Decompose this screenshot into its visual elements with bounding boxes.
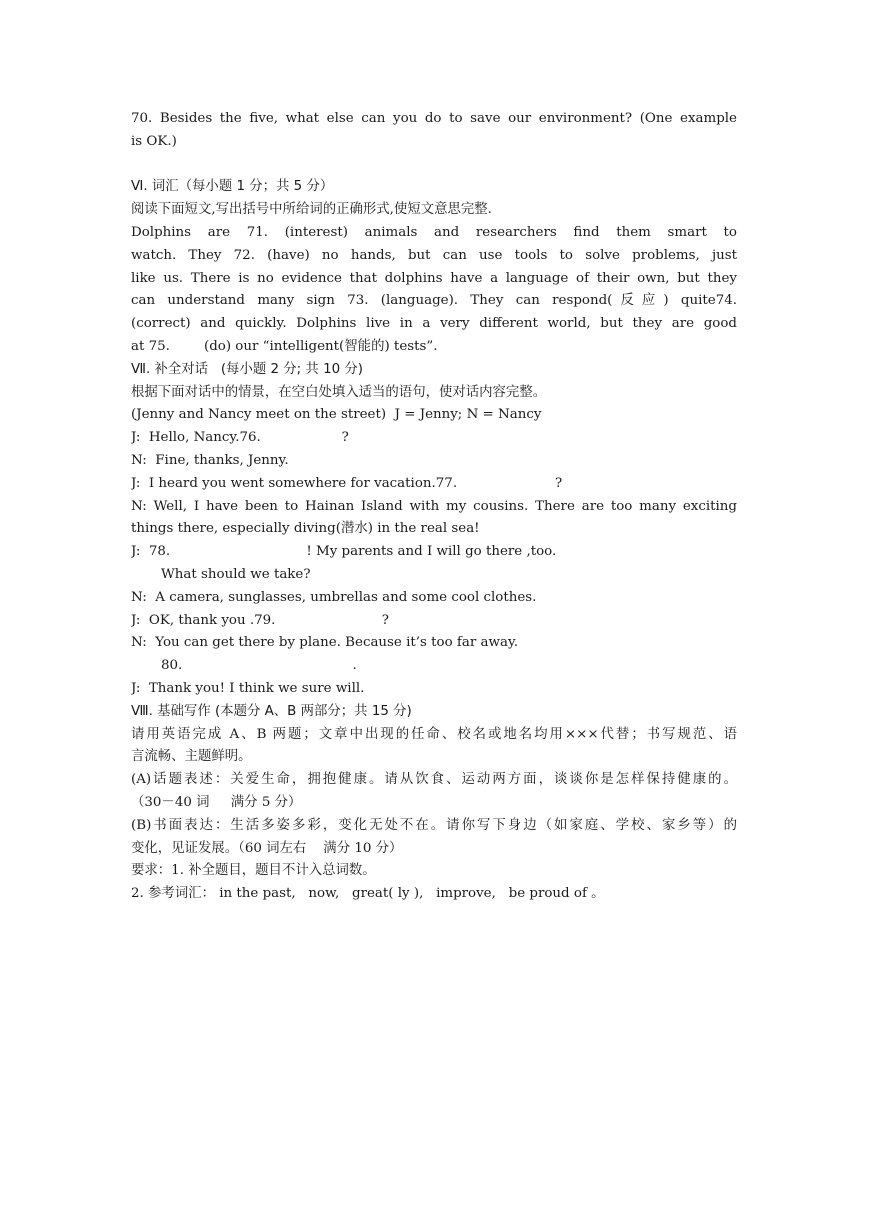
section-8-heading: Ⅷ. 基础写作 (本题分 A、B 两部分；共 15 分) xyxy=(131,703,412,719)
section-6-instruction: 阅读下面短文,写出括号中所给词的正确形式,使短文意思完整. xyxy=(131,202,492,218)
passage-line: Dolphins are 71. (interest) animals and researchers find them smart to xyxy=(131,224,737,240)
writing-line: （30－40 词 满分 5 分） xyxy=(131,794,302,810)
dialogue-line: N: Well, I have been to Hainan Island with my cousins. There are too many exciting xyxy=(131,498,737,514)
dialogue-line: J: I heard you went somewhere for vacation.77. ? xyxy=(131,475,563,491)
writing-line: 请用英语完成 A、B 两题；文章中出现的任命、校名或地名均用×××代替；书写规范、语 xyxy=(131,726,737,742)
writing-line: 2. 参考词汇： in the past, now, great( ly ), improve, be proud of 。 xyxy=(131,886,605,902)
writing-line: (A)话题表述：关爱生命，拥抱健康。请从饮食、运动两方面，谈谈你是怎样保持健康的。 xyxy=(131,772,737,788)
writing-line: 言流畅、主题鲜明。 xyxy=(131,749,252,765)
writing-line: 变化，见证发展。（60 词左右 满分 10 分） xyxy=(131,840,403,856)
section-6-heading: Ⅵ. 词汇（每小题 1 分；共 5 分） xyxy=(131,179,334,195)
question-70-line-2: is OK.) xyxy=(131,133,177,149)
dialogue-line: things there, especially diving(潜水) in the real sea! xyxy=(131,521,480,537)
dialogue-line: N: Fine, thanks, Jenny. xyxy=(131,452,289,468)
section-7-heading: Ⅶ. 补全对话 (每小题 2 分; 共 10 分) xyxy=(131,361,363,377)
spacer xyxy=(131,154,737,177)
dialogue-line: J: OK, thank you .79. ? xyxy=(131,612,389,628)
section-7-instruction: 根据下面对话中的情景，在空白处填入适当的语句，使对话内容完整。 xyxy=(131,384,547,400)
dialogue-line: J: Thank you! I think we sure will. xyxy=(131,680,365,696)
passage-line: can understand many sign 73. (language). They can respond(反应) quite74. xyxy=(131,293,737,309)
dialogue-line: J: Hello, Nancy.76. ? xyxy=(131,430,349,446)
dialogue-line: What should we take? xyxy=(161,566,311,582)
dialogue-line: 80. . xyxy=(161,658,357,674)
passage-line: watch. They 72. (have) no hands, but can use tools to solve problems, just xyxy=(131,247,737,263)
dialogue-context: (Jenny and Nancy meet on the street) J = Jenny; N = Nancy xyxy=(131,407,542,423)
worksheet-page xyxy=(131,108,737,906)
question-70-line-1: 70. Besides the five, what else can you do to save our environment? (One example xyxy=(131,111,737,126)
dialogue-line: J: 78. ! My parents and I will go there ,too. xyxy=(131,544,557,560)
passage-line: like us. There is no evidence that dolphins have a language of their own, but they xyxy=(131,270,737,286)
passage-line: (correct) and quickly. Dolphins live in a very different world, but they are good xyxy=(131,316,737,332)
dialogue-line: N: You can get there by plane. Because it’s too far away. xyxy=(131,635,518,651)
passage-line: at 75. (do) our “intelligent(智能的) tests”. xyxy=(131,338,438,354)
writing-line: 要求：1. 补全题目，题目不计入总词数。 xyxy=(131,863,376,879)
writing-line: (B)书面表达：生活多姿多彩，变化无处不在。请你写下身边（如家庭、学校、家乡等）的 xyxy=(131,817,737,833)
dialogue-line: N: A camera, sunglasses, umbrellas and some cool clothes. xyxy=(131,589,537,605)
